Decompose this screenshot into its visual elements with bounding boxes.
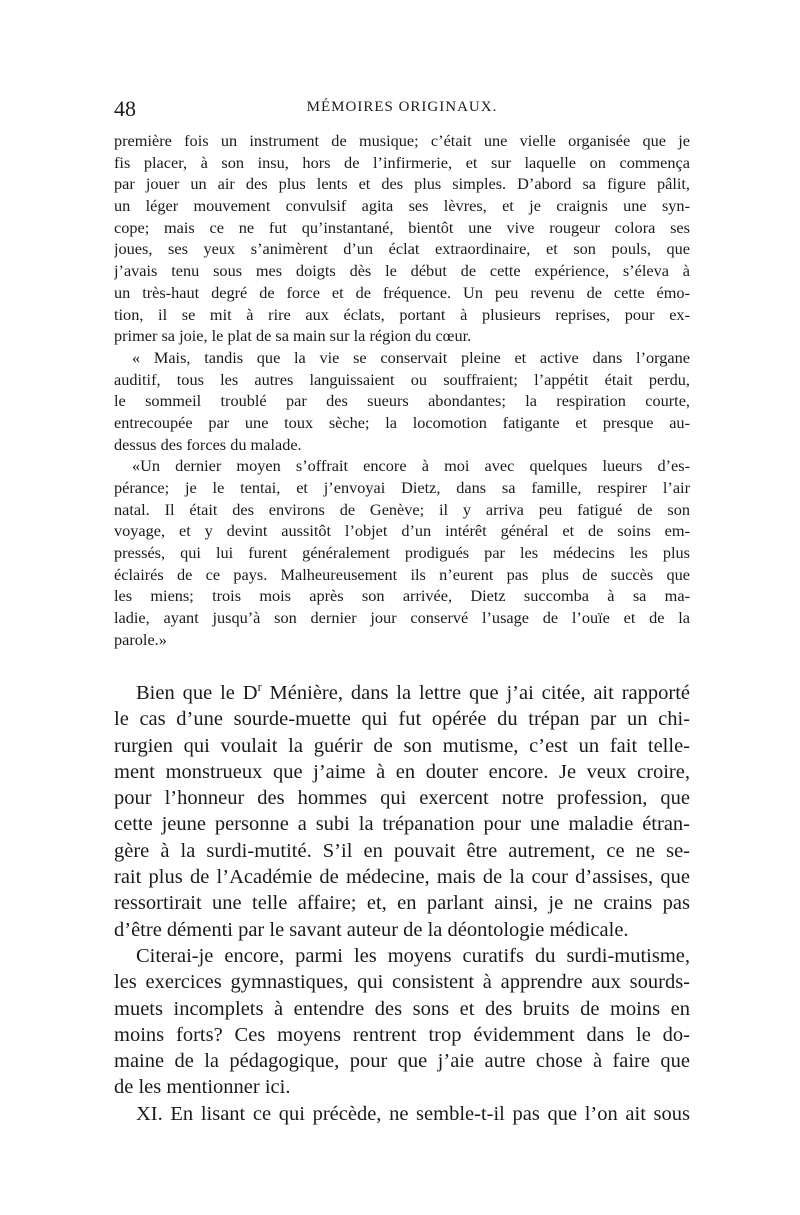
- body-line: Citerai-je encore, parmi les moyens curatifs du surdi-mutisme,: [136, 944, 690, 967]
- body-line: gère à la surdi-mutité. S’il en pouvait être autrement, ce ne se-: [114, 839, 690, 862]
- quote-line: un léger mouvement convulsif agita ses lèvres, et je craignis une syn-: [114, 196, 690, 216]
- quote-line: voyage, et y devint aussitôt l’objet d’un intérêt général et de soins em-: [114, 521, 690, 541]
- body-line: cette jeune personne a subi la trépanation pour une maladie étran-: [114, 813, 690, 836]
- quoted-letter: [114, 130, 690, 651]
- body-line: moins forts? Ces moyens rentrent trop évidemment dans le do-: [114, 1023, 690, 1046]
- quote-line: éclairés de ce pays. Malheureusement ils n’eurent pas plus de succès que: [114, 564, 690, 584]
- quote-line: auditif, tous les autres languissaient ou souffraient; l’appétit était perdu,: [114, 369, 690, 389]
- body-line: pour l’honneur des hommes qui exercent notre profession, que: [114, 787, 690, 810]
- body-line: [114, 680, 690, 706]
- body-line: de les mentionner ici.: [114, 1076, 291, 1099]
- quote-line: joues, ses yeux s’animèrent d’un éclat extraordinaire, et son pouls, que: [114, 239, 690, 259]
- body-line: ressortirait une telle affaire; et, en parlant ainsi, je ne crains pas: [114, 892, 690, 915]
- body-line: maine de la pédagogique, pour que j’aie autre chose à faire que: [114, 1050, 690, 1073]
- quote-line: «Un dernier moyen s’offrait encore à moi avec quelques lueurs d’es-: [132, 456, 690, 476]
- quote-line: parole.»: [114, 629, 167, 649]
- quote-line: cope; mais ce ne fut qu’instantané, bientôt une vive rougeur colora ses: [114, 217, 690, 237]
- quote-line: pérance; je le tentai, et j’envoyai Dietz, dans sa famille, respirer l’air: [114, 478, 690, 497]
- body-line: d’être démenti par le savant auteur de la déontologie médicale.: [114, 918, 629, 941]
- quote-line: première fois un instrument de musique; c’était une vielle organisée que je: [114, 131, 690, 150]
- page-header: [114, 96, 690, 120]
- quote-line: tion, il se mit à rire aux éclats, portant à plusieurs reprises, pour ex-: [114, 304, 690, 324]
- quote-line: fis placer, à son insu, hors de l’infirmerie, et sur laquelle on commença: [114, 152, 690, 172]
- quote-line: j’avais tenu sous mes doigts dès le début de cette expérience, s’éleva à: [114, 261, 690, 281]
- body-line-part: Ménière, dans la lettre que j’ai citée, ait rapporté: [261, 682, 690, 704]
- quote-line: pressés, qui lui furent généralement prodigués par les médecins les plus: [114, 543, 690, 563]
- quote-line: ladie, ayant jusqu’à son dernier jour conservé l’usage de l’ouïe et de la: [114, 608, 690, 628]
- body-line: les exercices gymnastiques, qui consistent à apprendre aux sourds-: [114, 971, 690, 994]
- quote-line: dessus des forces du malade.: [114, 434, 302, 454]
- quote-line: les miens; trois mois après son arrivée, Dietz succomba à sa ma-: [114, 586, 690, 606]
- body-line: ment monstrueux que j’aime à en douter encore. Je veux croire,: [114, 760, 690, 783]
- quote-line: un très-haut degré de force et de fréquence. Un peu revenu de cette émo-: [114, 282, 690, 302]
- body-line: rait plus de l’Académie de médecine, mais de la cour d’assises, que: [114, 866, 690, 889]
- quote-line: le sommeil troublé par des sueurs abondantes; la respiration courte,: [114, 391, 690, 411]
- doctor-abbrev-superscript: r: [257, 680, 262, 695]
- body-line: rurgien qui voulait la guérir de son mutisme, c’est un fait telle-: [114, 734, 690, 757]
- quote-line: « Mais, tandis que la vie se conservait pleine et active dans l’organe: [132, 347, 690, 367]
- page-number: 48: [114, 96, 136, 121]
- quote-line: natal. Il était des environs de Genève; il y arriva peu fatigué de son: [114, 499, 690, 519]
- body-line: le cas d’une sourde-muette qui fut opérée du trépan par un chi-: [114, 708, 690, 731]
- body-line: muets incomplets à entendre des sons et des bruits de moins en: [114, 997, 690, 1020]
- quote-line: primer sa joie, le plat de sa main sur la région du cœur.: [114, 326, 472, 346]
- body-line: XI. En lisant ce qui précède, ne semble-t-il pas que l’on ait sous: [136, 1102, 690, 1125]
- quote-line: par jouer un air des plus lents et des plus simples. D’abord sa figure pâlit,: [114, 174, 690, 194]
- running-title: MÉMOIRES ORIGINAUX.: [306, 99, 498, 115]
- body-line-part: Bien que le D: [136, 682, 258, 704]
- body-text: [114, 680, 690, 1127]
- quote-line: entrecoupée par une toux sèche; la locomotion fatigante et presque au-: [114, 412, 690, 432]
